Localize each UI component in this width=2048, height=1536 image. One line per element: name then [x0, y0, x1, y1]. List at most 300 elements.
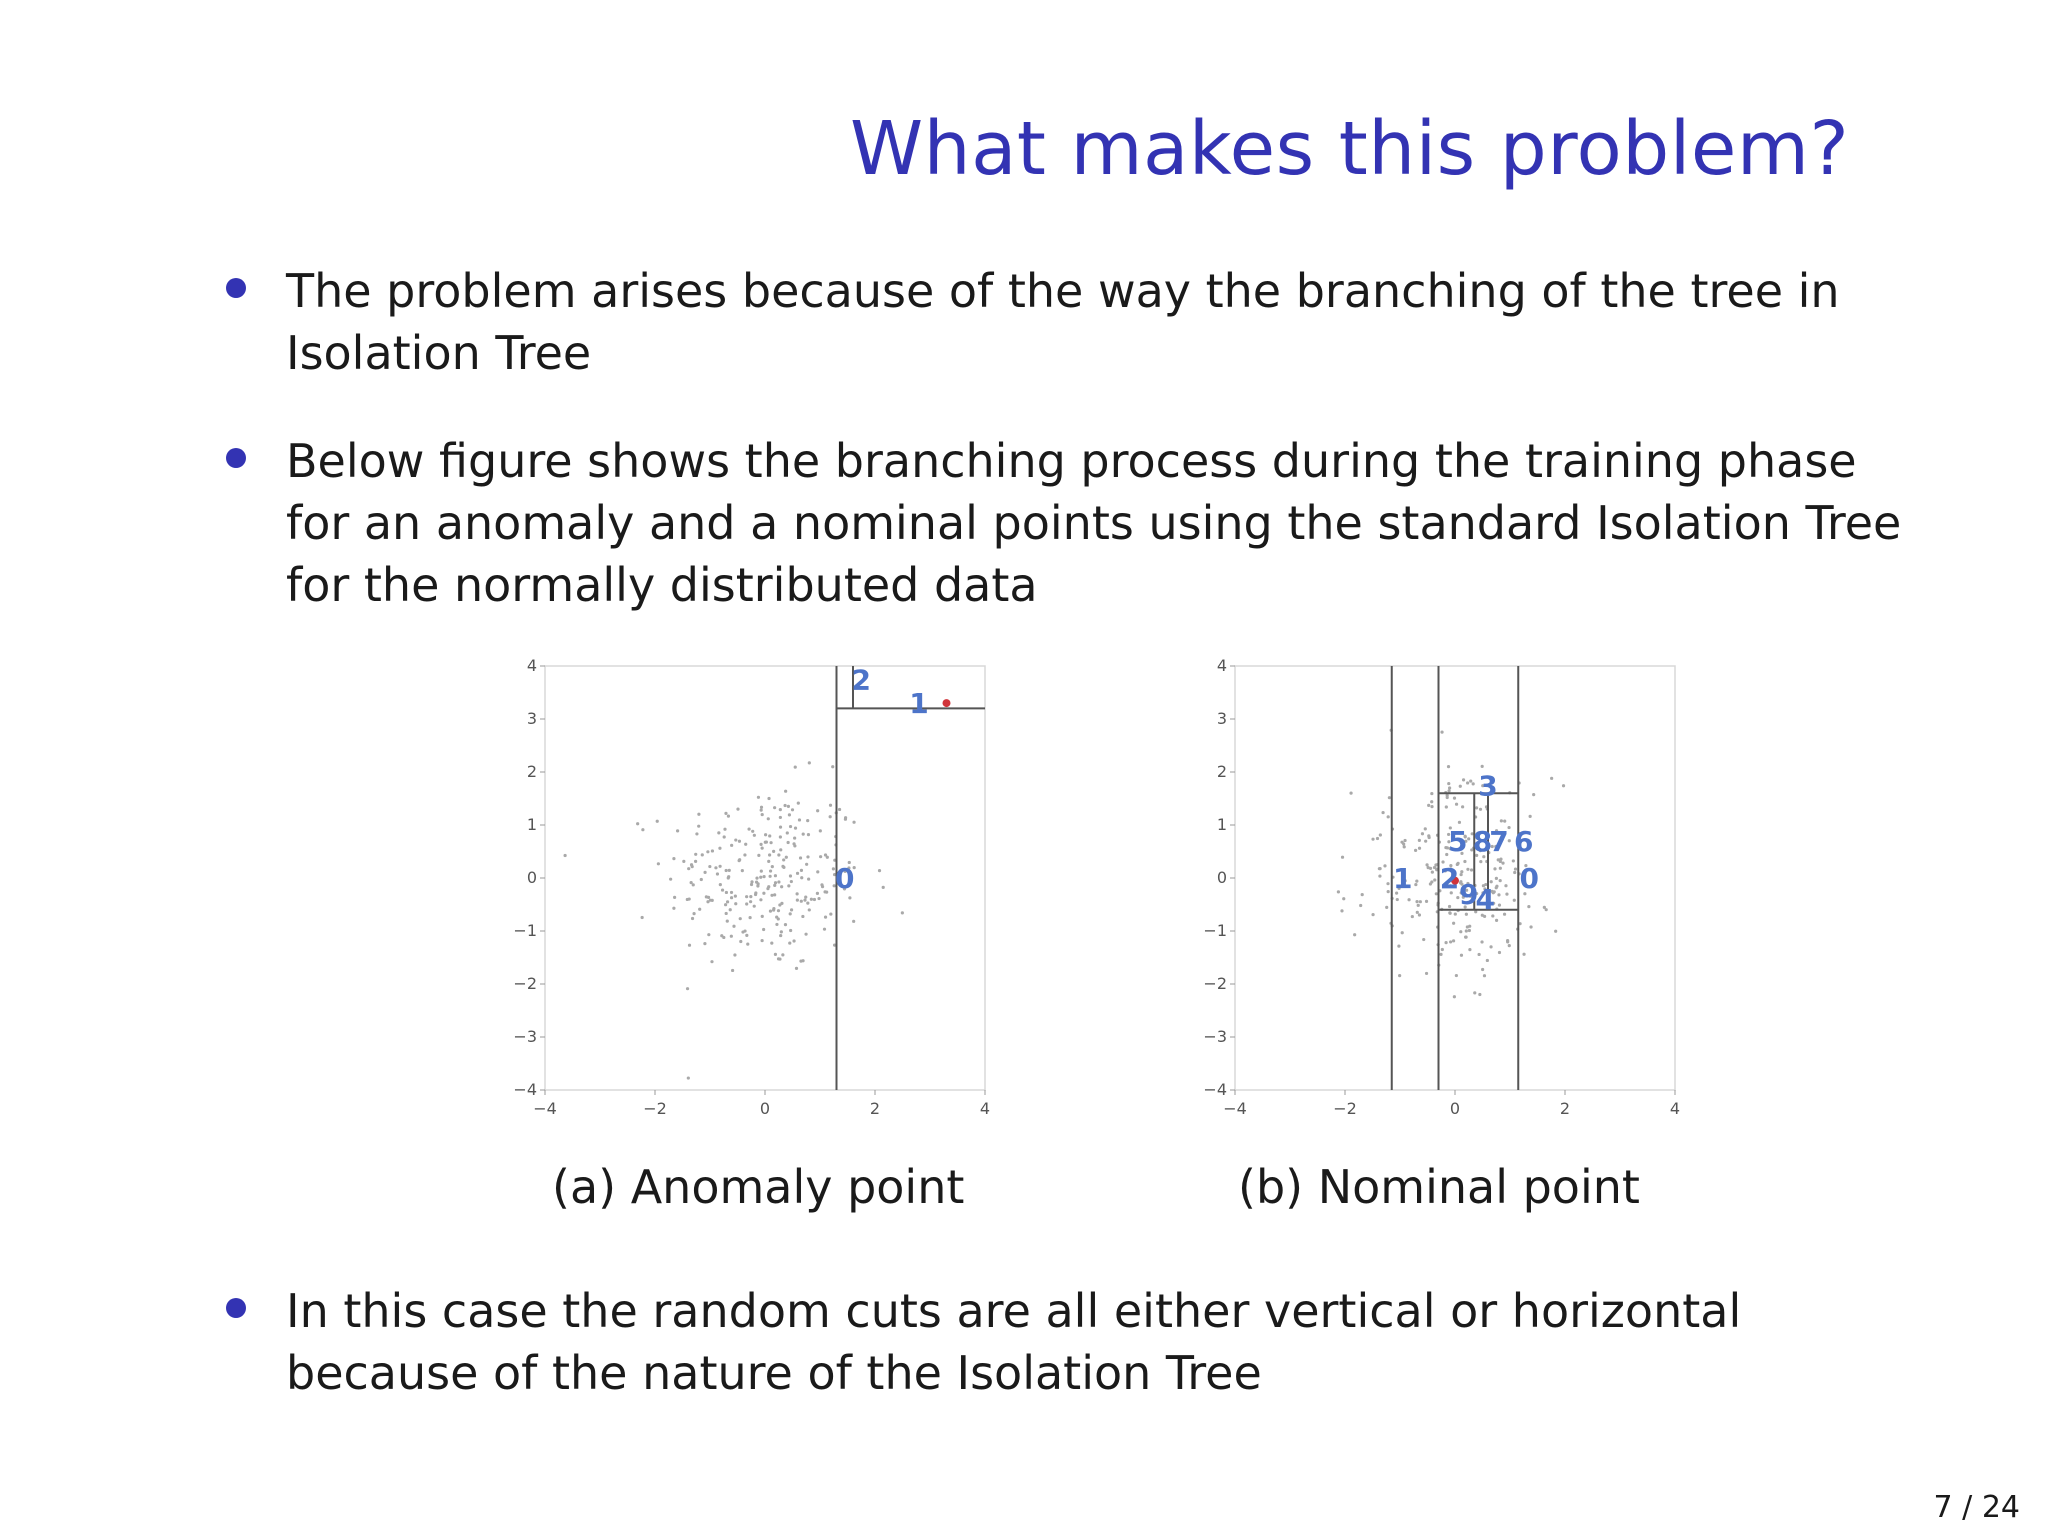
data-point — [1427, 804, 1430, 807]
data-point — [1453, 796, 1456, 799]
y-tick-label: −3 — [513, 1027, 537, 1046]
y-tick-label: −1 — [1203, 921, 1227, 940]
data-point — [1495, 885, 1498, 888]
data-point — [774, 953, 777, 956]
data-point — [782, 858, 785, 861]
cut-order-label: 9 — [1459, 877, 1479, 911]
data-point — [750, 880, 753, 883]
data-point — [1418, 847, 1421, 850]
data-point — [801, 959, 804, 962]
data-point — [1453, 995, 1456, 998]
data-point — [724, 903, 727, 906]
data-point — [741, 869, 744, 872]
data-point — [725, 869, 728, 872]
x-tick-label: 0 — [1449, 1099, 1461, 1118]
data-point — [1403, 845, 1406, 848]
data-point — [808, 908, 811, 911]
data-point — [797, 802, 800, 805]
data-point — [1466, 868, 1469, 871]
data-point — [1481, 765, 1484, 768]
data-point — [1459, 930, 1462, 933]
data-point — [1342, 897, 1345, 900]
data-point — [810, 898, 813, 901]
data-point — [1498, 904, 1501, 907]
data-point — [777, 880, 780, 883]
data-point — [793, 836, 796, 839]
data-point — [1554, 930, 1557, 933]
data-point — [691, 917, 694, 920]
data-point — [1513, 871, 1516, 874]
data-point — [803, 899, 806, 902]
y-tick-label: 4 — [1216, 656, 1227, 675]
data-point — [878, 869, 881, 872]
data-point — [816, 809, 819, 812]
y-tick-label: −2 — [1203, 974, 1227, 993]
data-point — [1418, 839, 1421, 842]
data-point — [771, 865, 774, 868]
data-point — [766, 887, 769, 890]
data-point — [698, 908, 701, 911]
data-point — [692, 912, 695, 915]
data-point — [807, 833, 810, 836]
data-point — [1446, 794, 1449, 797]
data-point — [757, 796, 760, 799]
data-point — [787, 805, 790, 808]
data-point — [1337, 890, 1340, 893]
data-point — [1383, 864, 1386, 867]
data-point — [769, 910, 772, 913]
y-tick-label: 3 — [526, 709, 537, 728]
data-point — [1455, 974, 1458, 977]
data-point — [1495, 919, 1498, 922]
data-point — [703, 871, 706, 874]
data-point — [773, 893, 776, 896]
y-tick-label: 1 — [526, 815, 537, 834]
data-point — [1483, 974, 1486, 977]
data-point — [730, 891, 733, 894]
data-point — [710, 960, 713, 963]
data-point — [789, 929, 792, 932]
data-point — [1477, 953, 1480, 956]
data-point — [784, 804, 787, 807]
data-point — [1506, 940, 1509, 943]
data-point — [1416, 911, 1419, 914]
data-point — [807, 877, 810, 880]
data-point — [723, 828, 726, 831]
data-point — [1433, 866, 1436, 869]
data-point — [1468, 929, 1471, 932]
data-point — [711, 849, 714, 852]
x-tick-label: 4 — [1669, 1099, 1681, 1118]
bullet-text: The problem arises because of the way the branching of the tree in Isolation Tree — [286, 264, 1840, 380]
data-point — [760, 869, 763, 872]
data-point — [694, 853, 697, 856]
bullet-text: Below figure shows the branching process during the training phase for an anomaly and a nominal points using the standard Isolation Tree for the normally distributed data — [286, 434, 1902, 612]
data-point — [1503, 913, 1506, 916]
scatter-plot-anomaly — [505, 650, 991, 1130]
data-point — [1562, 784, 1565, 787]
data-point — [750, 883, 753, 886]
data-point — [1473, 991, 1476, 994]
data-point — [1439, 953, 1442, 956]
data-point — [795, 967, 798, 970]
data-point — [805, 863, 808, 866]
data-point — [1400, 841, 1403, 844]
data-point — [730, 935, 733, 938]
y-tick-label: −3 — [1203, 1027, 1227, 1046]
data-point — [1448, 911, 1451, 914]
data-point — [686, 987, 689, 990]
data-point — [749, 916, 752, 919]
data-point — [1430, 880, 1433, 883]
cut-order-label: 4 — [1475, 883, 1495, 917]
data-point — [779, 826, 782, 829]
bullet-item — [222, 260, 1922, 384]
y-tick-label: 2 — [1216, 762, 1227, 781]
bullet-dot-icon — [226, 448, 246, 468]
data-point — [1361, 893, 1364, 896]
data-point — [717, 831, 720, 834]
data-point — [1431, 871, 1434, 874]
data-point — [1387, 815, 1390, 818]
data-point — [745, 895, 748, 898]
page-number: 7 / 24 — [1933, 1490, 2020, 1525]
data-point — [816, 870, 819, 873]
data-point — [780, 885, 783, 888]
data-point — [1381, 811, 1384, 814]
data-point — [831, 765, 834, 768]
data-point — [820, 883, 823, 886]
data-point — [769, 841, 772, 844]
data-point — [1401, 931, 1404, 934]
data-point — [1396, 898, 1399, 901]
data-point — [731, 969, 734, 972]
data-point — [790, 908, 793, 911]
data-point — [1479, 808, 1482, 811]
cut-order-label: 0 — [835, 862, 855, 895]
figure-anomaly — [505, 650, 991, 1130]
data-point — [1435, 892, 1438, 895]
data-point — [1378, 874, 1381, 877]
data-point — [1447, 789, 1450, 792]
data-point — [707, 933, 710, 936]
data-point — [745, 902, 748, 905]
data-point — [656, 820, 659, 823]
data-point — [800, 876, 803, 879]
x-tick-label: 4 — [979, 1099, 991, 1118]
data-point — [743, 853, 746, 856]
data-point — [753, 905, 756, 908]
data-point — [1486, 959, 1489, 962]
data-point — [726, 900, 729, 903]
y-tick-label: −1 — [513, 921, 537, 940]
data-point — [799, 856, 802, 859]
data-point — [739, 940, 742, 943]
data-point — [708, 865, 711, 868]
cut-order-label: 5 — [1448, 824, 1468, 858]
data-point — [751, 830, 754, 833]
plot-frame — [545, 666, 985, 1090]
data-point — [819, 829, 822, 832]
data-point — [808, 761, 811, 764]
data-point — [1527, 905, 1530, 908]
data-point — [719, 883, 722, 886]
data-point — [703, 942, 706, 945]
data-point — [786, 831, 789, 834]
data-point — [673, 896, 676, 899]
data-point — [1419, 900, 1422, 903]
data-point — [780, 902, 783, 905]
x-tick-label: −4 — [533, 1099, 557, 1118]
data-point — [794, 766, 797, 769]
data-point — [761, 813, 764, 816]
data-point — [1495, 877, 1498, 880]
data-point — [744, 843, 747, 846]
data-point — [669, 878, 672, 881]
data-point — [727, 876, 730, 879]
data-point — [824, 916, 827, 919]
data-point — [1469, 779, 1472, 782]
data-point — [745, 934, 748, 937]
data-point — [772, 850, 775, 853]
data-point — [676, 829, 679, 832]
data-point — [1414, 883, 1417, 886]
data-point — [757, 882, 760, 885]
data-point — [784, 790, 787, 793]
data-point — [829, 804, 832, 807]
data-point — [1466, 781, 1469, 784]
data-point — [777, 909, 780, 912]
data-point — [819, 855, 822, 858]
data-point — [779, 934, 782, 937]
data-point — [773, 884, 776, 887]
cut-order-label: 0 — [1519, 862, 1539, 895]
x-tick-label: −4 — [1223, 1099, 1247, 1118]
data-point — [1387, 890, 1390, 893]
data-point — [1478, 993, 1481, 996]
data-point — [725, 912, 728, 915]
data-point — [1532, 793, 1535, 796]
data-point — [759, 843, 762, 846]
data-point — [738, 859, 741, 862]
data-point — [813, 898, 816, 901]
data-point — [789, 912, 792, 915]
data-point — [782, 866, 785, 869]
data-point — [1415, 900, 1418, 903]
data-point — [749, 895, 752, 898]
data-point — [779, 848, 782, 851]
data-point — [848, 896, 851, 899]
data-point — [775, 923, 778, 926]
data-point — [1371, 913, 1374, 916]
data-point — [1427, 834, 1430, 837]
data-point — [826, 856, 829, 859]
data-point — [804, 933, 807, 936]
scatter-plot-nominal — [1195, 650, 1681, 1130]
data-point — [1449, 940, 1452, 943]
data-point — [1465, 929, 1468, 932]
data-point — [1455, 803, 1458, 806]
data-point — [1454, 912, 1457, 915]
data-point — [672, 907, 675, 910]
data-point — [726, 920, 729, 923]
data-point — [1397, 944, 1400, 947]
data-point — [1353, 933, 1356, 936]
data-point — [1470, 868, 1473, 871]
data-point — [882, 886, 885, 889]
data-point — [1349, 792, 1352, 795]
data-point — [796, 872, 799, 875]
data-point — [706, 900, 709, 903]
data-point — [823, 890, 826, 893]
data-point — [682, 860, 685, 863]
data-point — [1465, 913, 1468, 916]
data-point — [1411, 915, 1414, 918]
data-point — [1512, 859, 1515, 862]
data-point — [1550, 777, 1553, 780]
data-point — [852, 821, 855, 824]
data-point — [774, 874, 777, 877]
data-point — [787, 884, 790, 887]
data-point — [1425, 972, 1428, 975]
data-point — [1508, 944, 1511, 947]
data-point — [746, 943, 749, 946]
data-point — [1501, 862, 1504, 865]
data-point — [1529, 925, 1532, 928]
data-point — [641, 828, 644, 831]
data-point — [777, 917, 780, 920]
data-point — [1425, 900, 1428, 903]
data-point — [707, 896, 710, 899]
data-point — [1466, 925, 1469, 928]
data-point — [1340, 909, 1343, 912]
slide-title: What makes this problem? — [850, 106, 1850, 192]
data-point — [1448, 905, 1451, 908]
data-point — [1505, 893, 1508, 896]
data-point — [800, 900, 803, 903]
data-point — [802, 833, 805, 836]
data-point — [779, 835, 782, 838]
data-point — [1415, 879, 1418, 882]
data-point — [779, 816, 782, 819]
bullet-item — [222, 430, 1922, 616]
data-point — [743, 929, 746, 932]
x-tick-label: 0 — [759, 1099, 771, 1118]
data-point — [1385, 906, 1388, 909]
data-point — [777, 957, 780, 960]
y-tick-label: −4 — [513, 1080, 537, 1099]
y-tick-label: 1 — [1216, 815, 1227, 834]
data-point — [817, 897, 820, 900]
x-tick-label: 2 — [1559, 1099, 1571, 1118]
data-point — [724, 812, 727, 815]
data-point — [1529, 815, 1532, 818]
data-point — [760, 806, 763, 809]
data-point — [1503, 820, 1506, 823]
data-point — [798, 818, 801, 821]
data-point — [792, 939, 795, 942]
data-point — [1430, 800, 1433, 803]
data-point — [725, 891, 728, 894]
y-tick-label: 4 — [526, 656, 537, 675]
data-point — [1480, 940, 1483, 943]
data-point — [801, 915, 804, 918]
data-point — [697, 825, 700, 828]
data-point — [1481, 968, 1484, 971]
data-point — [770, 942, 773, 945]
data-point — [1447, 765, 1450, 768]
data-point — [755, 877, 758, 880]
data-point — [829, 815, 832, 818]
data-point — [1498, 951, 1501, 954]
data-point — [688, 897, 691, 900]
data-point — [687, 1076, 690, 1079]
data-point — [823, 928, 826, 931]
data-point — [767, 817, 770, 820]
data-point — [800, 869, 803, 872]
data-point — [723, 835, 726, 838]
y-tick-label: −4 — [1203, 1080, 1227, 1099]
data-point — [764, 833, 767, 836]
data-point — [1386, 882, 1389, 885]
bullet-dot-icon — [226, 1298, 246, 1318]
data-point — [1417, 904, 1420, 907]
data-point — [1452, 922, 1455, 925]
y-tick-label: 0 — [1216, 868, 1227, 887]
data-point — [767, 860, 770, 863]
data-point — [1499, 879, 1502, 882]
data-point — [1479, 860, 1482, 863]
data-point — [1430, 792, 1433, 795]
data-point — [829, 912, 832, 915]
data-point — [1379, 833, 1382, 836]
data-point — [806, 819, 809, 822]
data-point — [1493, 867, 1496, 870]
data-point — [564, 854, 567, 857]
data-point — [1430, 805, 1433, 808]
data-point — [780, 930, 783, 933]
data-point — [1447, 782, 1450, 785]
data-point — [759, 876, 762, 879]
data-point — [1418, 913, 1421, 916]
data-point — [1461, 805, 1464, 808]
data-point — [1458, 821, 1461, 824]
data-point — [789, 825, 792, 828]
data-point — [1459, 785, 1462, 788]
data-point — [687, 867, 690, 870]
data-point — [788, 813, 791, 816]
data-point — [734, 838, 737, 841]
data-point — [753, 834, 756, 837]
data-point — [1522, 953, 1525, 956]
data-point — [760, 809, 763, 812]
data-point — [785, 856, 788, 859]
data-point — [1371, 838, 1374, 841]
data-point — [729, 908, 732, 911]
data-point — [838, 808, 841, 811]
data-point — [784, 923, 787, 926]
data-point — [1499, 867, 1502, 870]
data-point — [1341, 856, 1344, 859]
data-point — [1452, 939, 1455, 942]
bullet-text: In this case the random cuts are all either vertical or horizontal because of the nature of the Isolation Tree — [286, 1284, 1742, 1400]
cut-order-label: 1 — [1393, 862, 1413, 895]
data-point — [762, 928, 765, 931]
data-point — [1468, 948, 1471, 951]
data-point — [721, 888, 724, 891]
y-tick-label: 2 — [526, 762, 537, 781]
cut-order-label: 8 — [1472, 824, 1493, 858]
